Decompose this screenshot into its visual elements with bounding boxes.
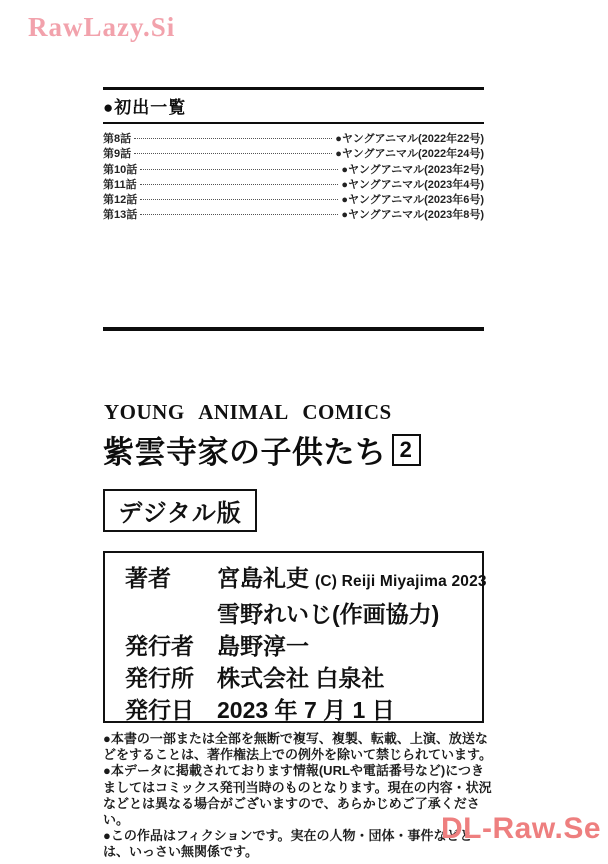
- episode-label: 第11話: [103, 178, 137, 191]
- magazine-issue: ●ヤングアニマル(2022年22号): [335, 133, 484, 145]
- row-label: 著者: [125, 565, 171, 591]
- magazine-issue: ●ヤングアニマル(2022年24号): [335, 148, 484, 161]
- author-assistant: 雪野れいじ(作画協力): [217, 601, 440, 627]
- episode-label: 第9話: [103, 148, 132, 161]
- publication-history-heading: ●初出一覧: [103, 98, 187, 117]
- colophon-row-publication-date: [125, 694, 482, 726]
- volume-number: 2: [392, 434, 421, 466]
- episode-label: 第8話: [103, 133, 132, 145]
- site-watermark-top: RawLazy.Si: [28, 12, 176, 42]
- episode-label: 第12話: [103, 194, 138, 207]
- row-label: 発行日: [125, 697, 194, 723]
- publication-row: [103, 191, 484, 206]
- book-title-row: [103, 427, 421, 472]
- dotted-leader: [140, 199, 338, 200]
- colophon-row-publisher-company: [125, 662, 482, 694]
- magazine-issue: ●ヤングアニマル(2023年4号): [341, 178, 484, 191]
- imprint-label: YOUNG ANIMAL COMICS: [104, 400, 392, 424]
- episode-label: 第13話: [103, 209, 138, 222]
- dotted-leader: [140, 184, 339, 185]
- edition-badge: [103, 489, 257, 532]
- edition-label: デジタル版: [118, 500, 242, 527]
- publication-row: [103, 176, 484, 191]
- row-label: 発行所: [125, 665, 194, 691]
- dotted-leader: [140, 169, 338, 170]
- publisher-company-name: 株式会社 白泉社: [217, 665, 385, 691]
- magazine-issue: ●ヤングアニマル(2023年6号): [341, 194, 484, 207]
- colophon-table: [103, 551, 487, 723]
- publication-row: [103, 206, 484, 221]
- publication-date: 2023 年 7 月 1 日: [217, 697, 395, 723]
- publication-row: [103, 161, 484, 176]
- copyright-notice: (C) Reiji Miyajima 2023: [315, 573, 487, 590]
- colophon-row-publisher-person: [125, 630, 482, 662]
- dotted-leader: [134, 138, 332, 139]
- publication-history: [103, 87, 484, 222]
- colophon-row-author: [125, 562, 487, 598]
- dotted-leader: [140, 214, 338, 215]
- publication-history-rows: [103, 124, 484, 222]
- legal-notice: ●本書の一部または全部を無断で複写、複製、転載、上演、放送などをすることは、著作権法上での例外を除いて禁じられています。: [103, 731, 492, 763]
- legal-notice: ●本データに掲載されております情報(URLや電話番号など)につきましてはコミックス発刊当時のものとなります。現在の内容・状況などとは異なる場合がございますので、あらかじめご了承ください。: [103, 763, 492, 828]
- site-watermark-bottom: DL-Raw.Se: [441, 812, 602, 845]
- magazine-issue: ●ヤングアニマル(2023年8号): [341, 209, 484, 222]
- dotted-leader: [134, 153, 332, 154]
- author-name: 宮島礼吏: [217, 565, 309, 591]
- row-label: 発行者: [125, 633, 194, 659]
- legal-notices: [103, 731, 495, 861]
- episode-label: 第10話: [103, 163, 138, 176]
- publication-row: [103, 130, 484, 145]
- legal-notice: ●この作品はフィクションです。実在の人物・団体・事件などとは、いっさい無関係です。: [103, 828, 473, 860]
- book-title: 紫雲寺家の子供たち: [103, 435, 387, 470]
- publication-row: [103, 145, 484, 160]
- section-divider-bar: [103, 327, 484, 331]
- publisher-person-name: 島野淳一: [217, 633, 309, 659]
- magazine-issue: ●ヤングアニマル(2023年2号): [341, 163, 484, 176]
